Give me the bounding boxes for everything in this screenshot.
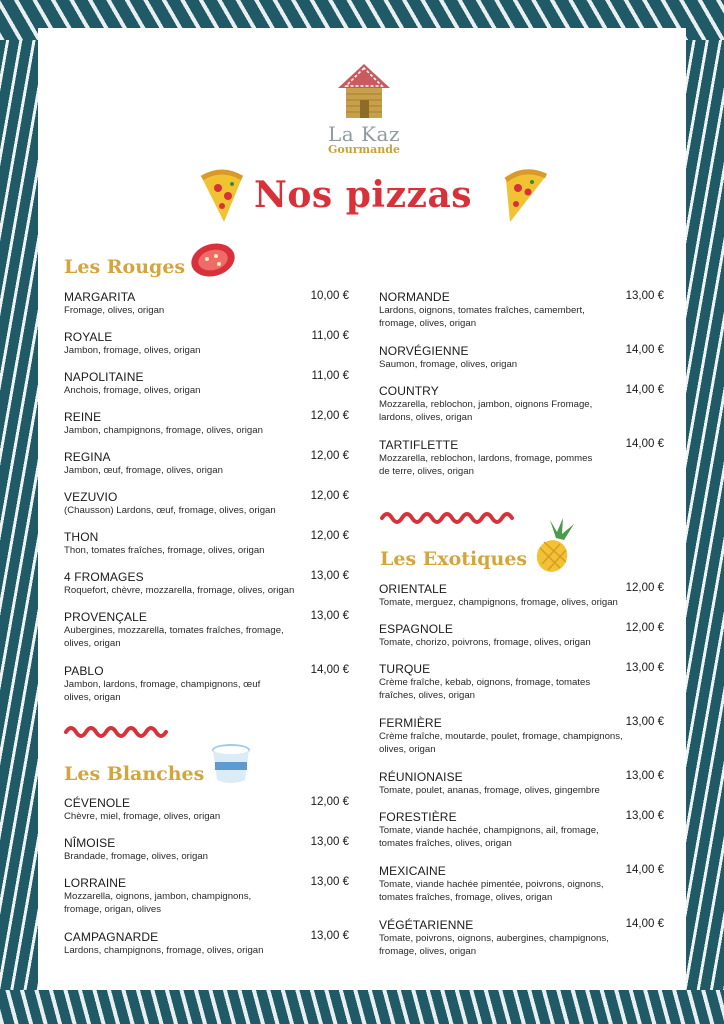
menu-item xyxy=(64,664,349,704)
section-title-blanches: Les Blanches xyxy=(64,763,205,785)
item-name: NORMANDE xyxy=(379,290,450,304)
item-price: 11,00 € xyxy=(311,330,349,342)
item-description: Chèvre, miel, fromage, olives, origan xyxy=(64,811,221,822)
item-name: ESPAGNOLE xyxy=(379,622,454,636)
item-name: PABLO xyxy=(64,664,104,678)
item-description: Thon, tomates fraîches, fromage, olives, origan xyxy=(64,545,265,556)
item-price: 14,00 € xyxy=(625,344,664,356)
hut-logo-icon xyxy=(334,62,394,122)
menu-item xyxy=(379,384,664,424)
item-price: 13,00 € xyxy=(625,662,664,674)
cream-pot-icon xyxy=(210,742,252,786)
menu-item xyxy=(379,770,664,797)
menu-item xyxy=(379,716,664,756)
menu-paper xyxy=(38,28,686,990)
menu-item xyxy=(379,582,664,609)
menu-item xyxy=(64,836,349,863)
item-price: 13,00 € xyxy=(310,876,349,888)
item-name: CÉVENOLE xyxy=(64,796,131,810)
item-description: (Chausson) Lardons, œuf, fromage, olives, origan xyxy=(64,505,276,516)
menu-item xyxy=(379,864,664,904)
item-name: COUNTRY xyxy=(379,384,439,398)
menu-item xyxy=(64,330,349,357)
item-price: 12,00 € xyxy=(310,530,349,542)
title-row xyxy=(198,168,528,228)
menu-item xyxy=(64,796,349,823)
item-name: PROVENÇALE xyxy=(64,610,148,624)
item-name: VÉGÉTARIENNE xyxy=(379,918,474,932)
item-name: 4 FROMAGES xyxy=(64,570,144,584)
item-price: 12,00 € xyxy=(310,490,349,502)
menu-item xyxy=(64,876,349,916)
item-description: Fromage, olives, origan xyxy=(64,305,165,316)
item-description: Tomate, merguez, champignons, fromage, olives, origan xyxy=(379,597,618,608)
item-description: Jambon, fromage, olives, origan xyxy=(64,345,201,356)
item-name: MARGARITA xyxy=(64,290,136,304)
menu-item xyxy=(379,344,664,371)
item-price: 14,00 € xyxy=(625,384,664,396)
item-description: Jambon, champignons, fromage, olives, origan xyxy=(64,425,263,436)
item-name: VEZUVIO xyxy=(64,490,118,504)
menu-item xyxy=(379,810,664,850)
item-price: 13,00 € xyxy=(310,930,349,942)
item-description: Lardons, champignons, fromage, olives, origan xyxy=(64,945,264,956)
brand-subtitle: Gourmande xyxy=(328,143,400,156)
item-price: 14,00 € xyxy=(625,918,664,930)
item-price: 12,00 € xyxy=(625,582,664,594)
pineapple-icon xyxy=(530,516,580,574)
item-price: 12,00 € xyxy=(310,796,349,808)
item-price: 11,00 € xyxy=(311,370,349,382)
menu-item xyxy=(379,662,664,702)
section-title-rouges: Les Rouges xyxy=(64,256,186,278)
menu-item xyxy=(379,622,664,649)
section-title-exotiques: Les Exotiques xyxy=(380,548,528,570)
brand-logo xyxy=(318,62,410,156)
item-description: Mozzarella, reblochon, jambon, oignons Fromage, lardons, olives, origan xyxy=(379,399,593,423)
item-description: Tomate, viande hachée, champignons, ail, fromage, tomates fraîches, olives, origan xyxy=(379,825,599,849)
item-name: FERMIÈRE xyxy=(379,716,442,730)
item-price: 12,00 € xyxy=(625,622,664,634)
menu-item xyxy=(64,370,349,397)
item-name: REGINA xyxy=(64,450,111,464)
item-name: TURQUE xyxy=(379,662,431,676)
item-description: Jambon, œuf, fromage, olives, origan xyxy=(64,465,223,476)
squiggle-divider-icon xyxy=(380,508,515,524)
menu-item xyxy=(64,930,349,957)
brand-name: La Kaz xyxy=(328,122,400,146)
item-description: Crème fraîche, kebab, oignons, fromage, tomates fraîches, olives, origan xyxy=(379,677,591,701)
menu-item xyxy=(64,410,349,437)
menu-item xyxy=(64,290,349,317)
pizza-slice-icon xyxy=(198,168,246,224)
item-price: 13,00 € xyxy=(625,810,664,822)
tomato-icon xyxy=(188,238,238,280)
item-price: 10,00 € xyxy=(310,290,349,302)
item-description: Tomate, poivrons, oignons, aubergines, champignons, fromage, olives, origan xyxy=(379,933,609,957)
item-name: CAMPAGNARDE xyxy=(64,930,159,944)
item-description: Roquefort, chèvre, mozzarella, fromage, olives, origan xyxy=(64,585,295,596)
item-description: Anchois, fromage, olives, origan xyxy=(64,385,201,396)
item-description: Jambon, lardons, fromage, champignons, œuf olives, origan xyxy=(64,679,261,703)
item-name: RÉUNIONAISE xyxy=(379,770,463,784)
item-name: ROYALE xyxy=(64,330,113,344)
item-name: LORRAINE xyxy=(64,876,127,890)
item-price: 14,00 € xyxy=(625,438,664,450)
item-description: Tomate, poulet, ananas, fromage, olives, gingembre xyxy=(379,785,600,796)
item-description: Aubergines, mozzarella, tomates fraîches, fromage, olives, origan xyxy=(64,625,284,649)
item-name: NÎMOISE xyxy=(64,836,116,850)
menu-item xyxy=(379,438,664,478)
item-description: Brandade, fromage, olives, origan xyxy=(64,851,208,862)
item-name: FORESTIÈRE xyxy=(379,810,457,824)
item-price: 12,00 € xyxy=(310,450,349,462)
item-name: NAPOLITAINE xyxy=(64,370,144,384)
item-price: 14,00 € xyxy=(310,664,349,676)
item-description: Saumon, fromage, olives, origan xyxy=(379,359,518,370)
page-title: Nos pizzas xyxy=(254,174,473,216)
item-price: 14,00 € xyxy=(625,864,664,876)
menu-item xyxy=(379,918,664,958)
item-price: 13,00 € xyxy=(310,836,349,848)
item-name: ORIENTALE xyxy=(379,582,448,596)
item-description: Mozzarella, reblochon, lardons, fromage, pommes de terre, olives, origan xyxy=(379,453,593,477)
item-description: Crème fraîche, moutarde, poulet, fromage, champignons, olives, origan xyxy=(379,731,623,755)
item-name: TARTIFLETTE xyxy=(379,438,459,452)
item-price: 13,00 € xyxy=(625,770,664,782)
menu-item xyxy=(379,290,664,330)
page-border-bottom xyxy=(0,990,724,1024)
item-description: Tomate, chorizo, poivrons, fromage, olives, origan xyxy=(379,637,591,648)
item-description: Lardons, oignons, tomates fraîches, camembert, fromage, olives, origan xyxy=(379,305,585,329)
item-name: MEXICAINE xyxy=(379,864,446,878)
item-name: NORVÉGIENNE xyxy=(379,344,469,358)
item-name: REINE xyxy=(64,410,102,424)
menu-item xyxy=(64,530,349,557)
item-price: 13,00 € xyxy=(310,610,349,622)
menu-item xyxy=(64,490,349,517)
item-price: 12,00 € xyxy=(310,410,349,422)
item-description: Mozzarella, oignons, jambon, champignons, fromage, origan, olives xyxy=(64,891,252,915)
item-price: 13,00 € xyxy=(625,290,664,302)
pizza-slice-icon xyxy=(500,168,550,224)
menu-item xyxy=(64,610,349,650)
menu-item xyxy=(64,570,349,597)
squiggle-divider-icon xyxy=(64,722,174,738)
item-name: THON xyxy=(64,530,99,544)
item-price: 13,00 € xyxy=(310,570,349,582)
item-price: 13,00 € xyxy=(625,716,664,728)
item-description: Tomate, viande hachée pimentée, poivrons, oignons, tomates fraîches, fromage, olives, origan xyxy=(379,879,604,903)
menu-item xyxy=(64,450,349,477)
